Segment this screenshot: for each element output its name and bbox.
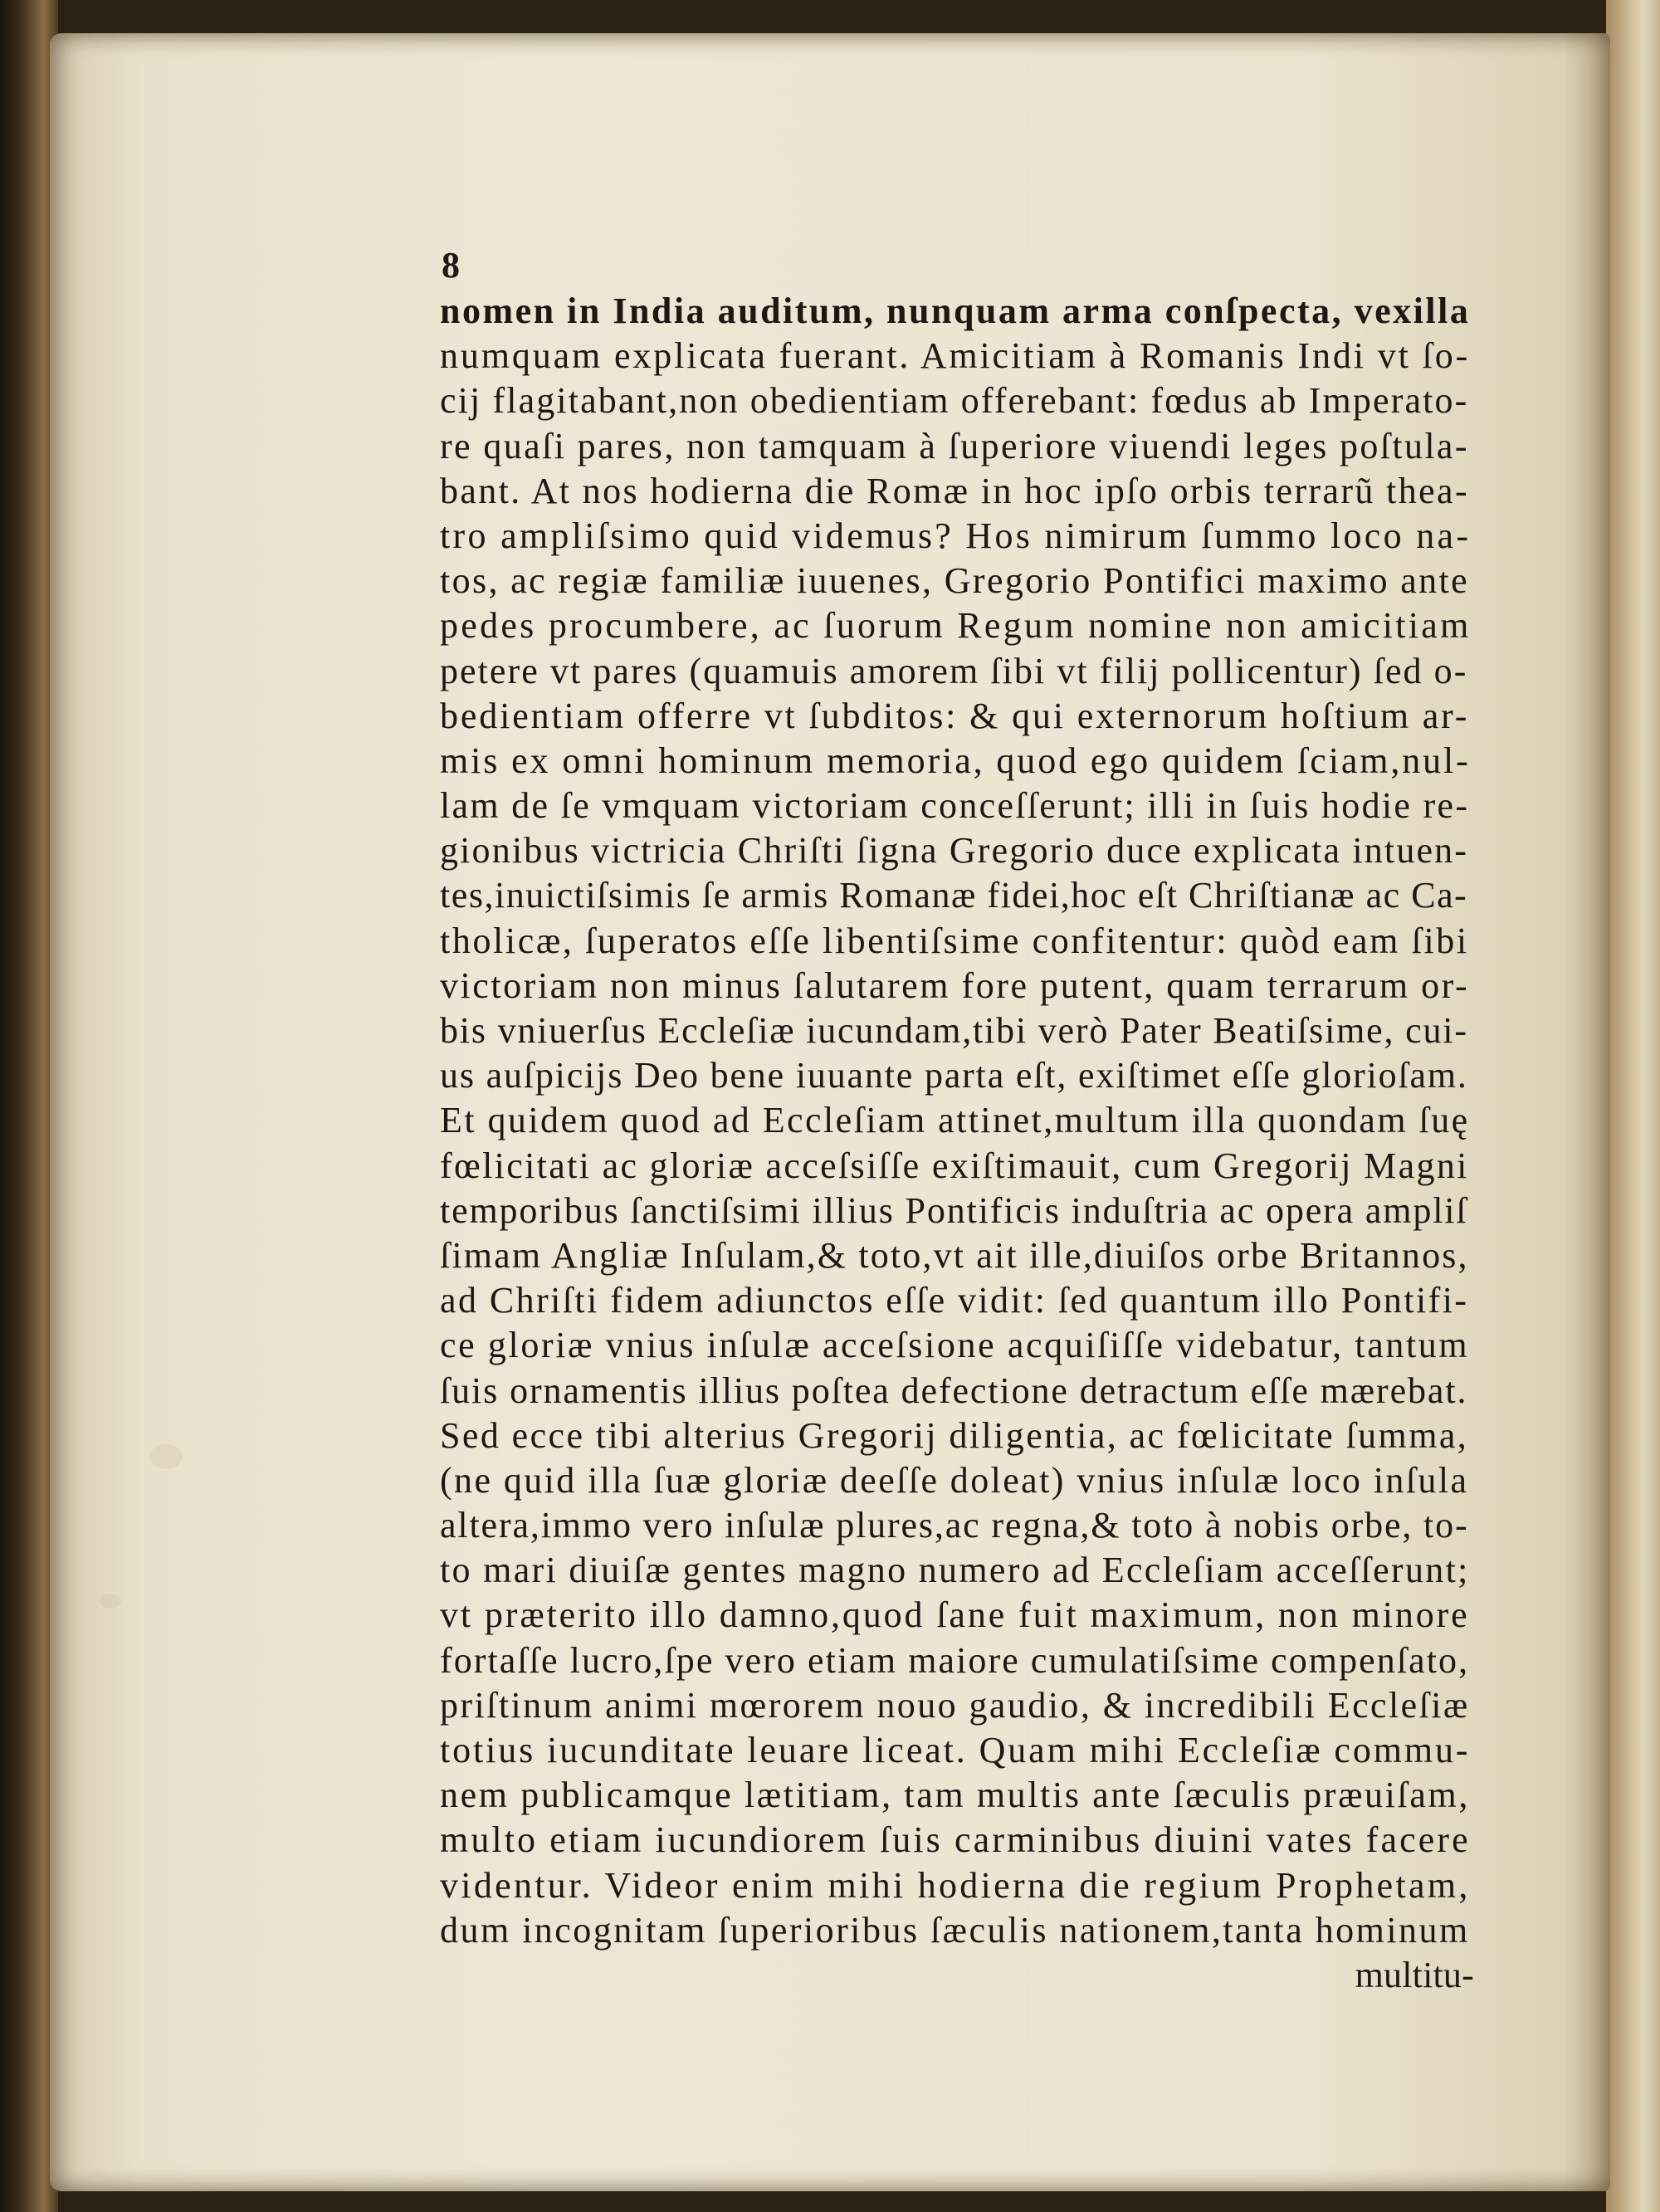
text-line: altera,immo vero inſulæ plures,ac regna,& toto à nobis orbe, to- xyxy=(440,1505,1469,1546)
paper-stain xyxy=(100,1594,121,1609)
text-line: cij flagitabant,non obedientiam offerebant: fœdus ab Imperato- xyxy=(440,380,1469,422)
text-line: petere vt pares (quamuis amorem ſibi vt filij pollicentur) ſed o- xyxy=(440,650,1468,691)
text-line: bis vniuerſus Eccleſiæ iucundam,tibi verò Pater Beatiſsime, cui- xyxy=(440,1010,1468,1051)
text-line: numquam explicata fuerant. Amicitiam à Romanis Indi vt ſo- xyxy=(440,335,1471,377)
text-line: bedientiam offerre vt ſubditos: & qui externorum hoſtium ar- xyxy=(440,695,1470,736)
text-line: nomen in India auditum, nunquam arma conſpecta, vexilla xyxy=(440,291,1471,331)
text-line: (ne quid illa ſuæ gloriæ deeſſe doleat) vnius inſulæ loco inſula xyxy=(440,1459,1469,1501)
text-line: multo etiam iucundiorem ſuis carminibus diuini vates facere xyxy=(440,1819,1471,1861)
text-line: ſuis ornamentis illius poſtea defectione detractum eſſe mærebat. xyxy=(440,1370,1468,1411)
text-line: vt præterito illo damno,quod ſane fuit maximum, non minore xyxy=(440,1594,1470,1636)
text-line: us auſpicijs Deo bene iuuante parta eſt, exiſtimet eſſe glorioſam. xyxy=(440,1055,1468,1096)
text-line: victoriam non minus ſalutarem fore putent, quam terrarum or- xyxy=(440,964,1470,1006)
text-line: tro ampliſsimo quid videmus? Hos nimirum ſummo loco na- xyxy=(440,515,1472,556)
text-line: tes,inuictiſsimis ſe armis Romanæ fidei,hoc eſt Chriſtianæ ac Ca- xyxy=(440,875,1468,916)
text-line: ce gloriæ vnius inſulæ acceſsione acquiſiſſe videbatur, tantum xyxy=(440,1325,1470,1366)
catchword: multitu- xyxy=(1355,1954,1474,1995)
text-line: nem publicamque lætitiam, tam multis ante ſæculis præuiſam, xyxy=(440,1775,1470,1816)
facing-page-edge xyxy=(1606,0,1660,2212)
text-line: tholicæ, ſuperatos eſſe libentiſsime confitentur: quòd eam ſibi xyxy=(440,920,1469,961)
text-line: fortaſſe lucro,ſpe vero etiam maiore cumulatiſsime compenſato, xyxy=(440,1639,1470,1681)
text-block xyxy=(440,242,1477,1998)
text-line: fœlicitati ac gloriæ acceſsiſſe exiſtimauit, cum Gregorij Magni xyxy=(440,1145,1469,1186)
text-line: to mari diuiſæ gentes magno numero ad Eccleſiam acceſſerunt; xyxy=(440,1550,1470,1591)
text-line: totius iucunditate leuare liceat. Quam mihi Eccleſiæ commu- xyxy=(440,1730,1471,1770)
text-line: temporibus ſanctiſsimi illius Pontificis induſtria ac opera ampliſ xyxy=(440,1189,1468,1231)
text-line: ſimam Angliæ Inſulam,& toto,vt ait ille,diuiſos orbe Britannos, xyxy=(440,1234,1469,1276)
text-line: tos, ac regiæ familiæ iuuenes, Gregorio Pontifici maximo ante xyxy=(440,560,1470,602)
text-line: Sed ecce tibi alterius Gregorij diligentia, ac fœlicitate ſumma, xyxy=(440,1414,1469,1456)
text-line: bant. At nos hodierna die Romæ in hoc ipſo orbis terrarũ thea- xyxy=(440,470,1469,511)
text-line: gionibus victricia Chriſti ſigna Gregorio duce explicata intuen- xyxy=(440,830,1469,872)
text-line: re quaſi pares, non tamquam à ſuperiore viuendi leges poſtula- xyxy=(440,425,1469,466)
text-line: ad Chriſti fidem adiunctos eſſe vidit: ſed quantum illo Pontifi- xyxy=(440,1280,1469,1321)
text-line: lam de ſe vmquam victoriam conceſſerunt; illi in ſuis hodie re- xyxy=(440,785,1470,827)
text-line: dum incognitam ſuperioribus ſæculis nationem,tanta hominum xyxy=(440,1909,1470,1951)
text-line: priſtinum animi mœrorem nouo gaudio, & incredibili Eccleſiæ xyxy=(440,1684,1470,1726)
paper-stain xyxy=(149,1444,183,1469)
text-line: Et quidem quod ad Eccleſiam attinet,multum illa quondam ſuę xyxy=(440,1100,1470,1141)
text-line: videntur. Videor enim mihi hodierna die regium Prophetam, xyxy=(440,1864,1471,1906)
page-number: 8 xyxy=(442,245,460,286)
text-line: pedes procumbere, ac ſuorum Regum nomine non amicitiam xyxy=(440,605,1472,647)
text-line: mis ex omni hominum memoria, quod ego quidem ſciam,nul- xyxy=(440,740,1471,781)
